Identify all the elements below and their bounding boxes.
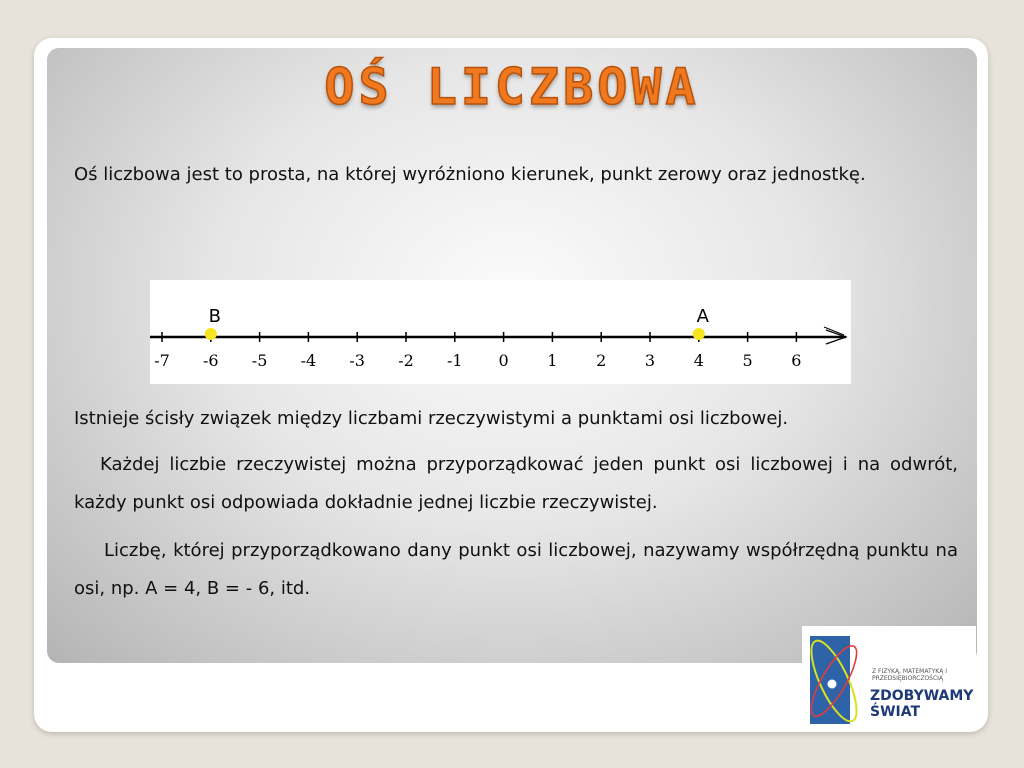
logo-name-line1: ZDOBYWAMY xyxy=(870,688,974,704)
tick-label: 0 xyxy=(498,351,509,370)
tick-label: 1 xyxy=(547,351,558,370)
tick-label: 2 xyxy=(596,351,607,370)
relation-paragraph: Istnieje ścisły związek między liczbami rzeczywistymi a punktami osi liczbowej. xyxy=(74,408,789,429)
tick-label: 6 xyxy=(791,351,802,370)
number-line-figure xyxy=(150,280,851,384)
slide-title: OŚ LICZBOWA xyxy=(324,58,700,116)
logo-name xyxy=(870,688,980,720)
tick-label: -5 xyxy=(251,351,268,370)
number-line-svg xyxy=(150,280,851,384)
logo-name-line2: ŚWIAT xyxy=(870,704,921,720)
point-a-label: A xyxy=(696,306,709,327)
tick-label: -4 xyxy=(300,351,317,370)
coordinate-paragraph: Liczbę, której przyporządkowano dany punkt osi liczbowej, nazywamy współrzędną punktu na osi, np. A = 4, B = - 6, itd. xyxy=(74,540,958,599)
tick-label: -2 xyxy=(398,351,414,370)
project-logo xyxy=(802,626,976,730)
tick-label: -6 xyxy=(203,351,219,370)
tick-label: -1 xyxy=(447,351,463,370)
tick-label: 3 xyxy=(644,351,656,370)
point-b-marker xyxy=(205,328,217,340)
point-a-marker xyxy=(693,328,705,340)
axis-arrow xyxy=(824,327,846,344)
definition-paragraph: Oś liczbowa jest to prosta, na której wyróżniono kierunek, punkt zerowy oraz jednostkę. xyxy=(74,164,866,185)
bijection-paragraph: Każdej liczbie rzeczywistej można przyporządkować jeden punkt osi liczbowej i na odwrót, każdy punkt osi odpowiada dokładnie jednej liczbie rzeczywistej. xyxy=(74,454,958,513)
atom-logo-icon xyxy=(802,626,872,730)
logo-subtitle: Z FIZYKĄ, MATEMATYKĄ I PRZEDSIĘBIORCZOŚCIĄ xyxy=(872,668,947,682)
tick-label: 4 xyxy=(693,351,704,370)
tick-label: -3 xyxy=(349,351,365,370)
tick-label: -7 xyxy=(154,351,170,370)
point-b-label: B xyxy=(208,306,221,327)
tick-label: 5 xyxy=(742,351,753,370)
